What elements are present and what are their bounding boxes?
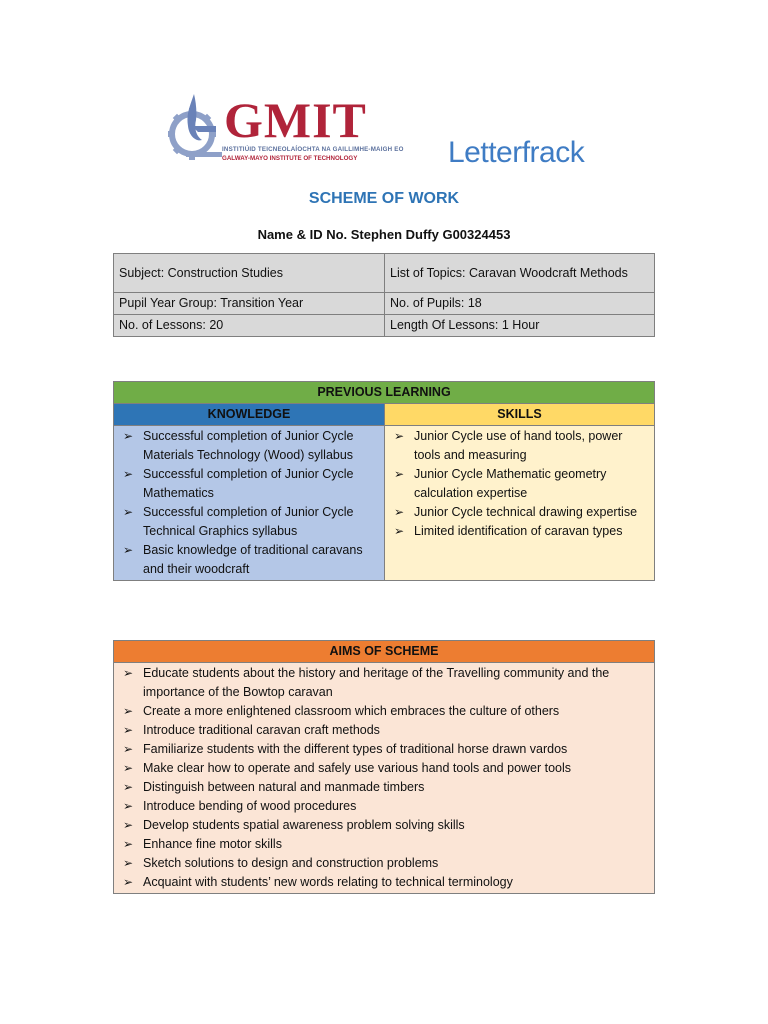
arrow-bullet-icon: ➢ <box>123 837 134 851</box>
year-group-cell: Pupil Year Group: Transition Year <box>114 293 385 315</box>
list-item: ➢ Junior Cycle use of hand tools, power tools and measuring <box>394 429 623 462</box>
list-item: ➢ Create a more enlightened classroom which embraces the culture of others <box>119 702 649 721</box>
list-item: ➢ Educate students about the history and heritage of the Travelling community and the importance of the Bowtop caravan <box>123 666 610 699</box>
arrow-bullet-icon: ➢ <box>394 467 405 481</box>
pupils-cell: No. of Pupils: 18 <box>385 293 655 315</box>
table-row <box>114 293 655 315</box>
table-row <box>114 426 655 581</box>
arrow-bullet-icon: ➢ <box>123 505 134 519</box>
aims-cell <box>114 663 655 894</box>
list-item: ➢ Distinguish between natural and manmade timbers <box>119 778 649 797</box>
logo-wordmark: GMIT <box>224 92 367 148</box>
previous-learning-title: PREVIOUS LEARNING <box>114 382 655 404</box>
knowledge-cell <box>114 426 385 581</box>
arrow-bullet-icon: ➢ <box>123 543 134 557</box>
info-table <box>113 253 655 337</box>
arrow-bullet-icon: ➢ <box>394 505 405 519</box>
arrow-bullet-icon: ➢ <box>123 856 134 870</box>
arrow-bullet-icon: ➢ <box>123 429 134 443</box>
aims-title: AIMS OF SCHEME <box>114 641 655 663</box>
arrow-bullet-icon: ➢ <box>394 429 405 443</box>
list-item: ➢ Junior Cycle technical drawing expertise <box>390 503 649 522</box>
arrow-bullet-icon: ➢ <box>123 761 134 775</box>
arrow-bullet-icon: ➢ <box>123 818 134 832</box>
length-cell: Length Of Lessons: 1 Hour <box>385 315 655 337</box>
arrow-bullet-icon: ➢ <box>123 742 134 756</box>
table-row <box>114 315 655 337</box>
list-item: ➢ Familiarize students with the different types of traditional horse drawn vardos <box>119 740 649 759</box>
arrow-bullet-icon: ➢ <box>123 467 134 481</box>
list-item: ➢ Make clear how to operate and safely use various hand tools and power tools <box>119 759 649 778</box>
list-item: ➢ Successful completion of Junior Cycle Mathematics <box>123 467 354 500</box>
list-item: ➢ Limited identification of caravan types <box>390 522 649 541</box>
arrow-bullet-icon: ➢ <box>123 780 134 794</box>
gmit-emblem-icon <box>164 92 224 168</box>
list-item: ➢ Sketch solutions to design and construction problems <box>119 854 649 873</box>
list-item: ➢ Develop students spatial awareness problem solving skills <box>119 816 649 835</box>
arrow-bullet-icon: ➢ <box>123 723 134 737</box>
document-title: SCHEME OF WORK <box>308 190 460 207</box>
arrow-bullet-icon: ➢ <box>123 666 134 680</box>
logo-irish-name: INSTITIÚID TEICNEOLAÍOCHTA NA GAILLIMHE-MAIGH EO <box>222 146 404 153</box>
subject-cell: Subject: Construction Studies <box>114 254 385 293</box>
knowledge-header: KNOWLEDGE <box>114 404 385 426</box>
aims-list <box>119 664 649 892</box>
skills-list <box>390 427 649 541</box>
list-item: ➢ Introduce traditional caravan craft methods <box>119 721 649 740</box>
list-item: ➢ Successful completion of Junior Cycle Technical Graphics syllabus <box>123 505 354 538</box>
table-row <box>114 254 655 293</box>
gmit-logo <box>164 92 404 168</box>
arrow-bullet-icon: ➢ <box>123 704 134 718</box>
arrow-bullet-icon: ➢ <box>394 524 405 538</box>
author-line: Name & ID No. Stephen Duffy G00324453 <box>257 227 511 242</box>
knowledge-list <box>119 427 379 579</box>
skills-header: SKILLS <box>385 404 655 426</box>
logo-english-name: GALWAY-MAYO INSTITUTE OF TECHNOLOGY <box>222 155 358 162</box>
table-row <box>114 641 655 663</box>
list-item: ➢ Basic knowledge of traditional caravans and their woodcraft <box>123 543 363 576</box>
previous-learning-table <box>113 381 655 581</box>
arrow-bullet-icon: ➢ <box>123 799 134 813</box>
list-item: ➢ Enhance fine motor skills <box>119 835 649 854</box>
list-item: ➢ Introduce bending of wood procedures <box>119 797 649 816</box>
topics-cell: List of Topics: Caravan Woodcraft Methods <box>385 254 655 293</box>
list-item: ➢ Junior Cycle Mathematic geometry calculation expertise <box>394 467 607 500</box>
table-row <box>114 663 655 894</box>
lessons-cell: No. of Lessons: 20 <box>114 315 385 337</box>
aims-table <box>113 640 655 894</box>
arrow-bullet-icon: ➢ <box>123 875 134 889</box>
campus-name: Letterfrack <box>448 136 585 169</box>
skills-cell <box>385 426 655 581</box>
list-item: ➢ Acquaint with students’ new words relating to technical terminology <box>119 873 649 892</box>
table-row <box>114 404 655 426</box>
list-item: ➢ Successful completion of Junior Cycle Materials Technology (Wood) syllabus <box>123 429 354 462</box>
table-row <box>114 382 655 404</box>
